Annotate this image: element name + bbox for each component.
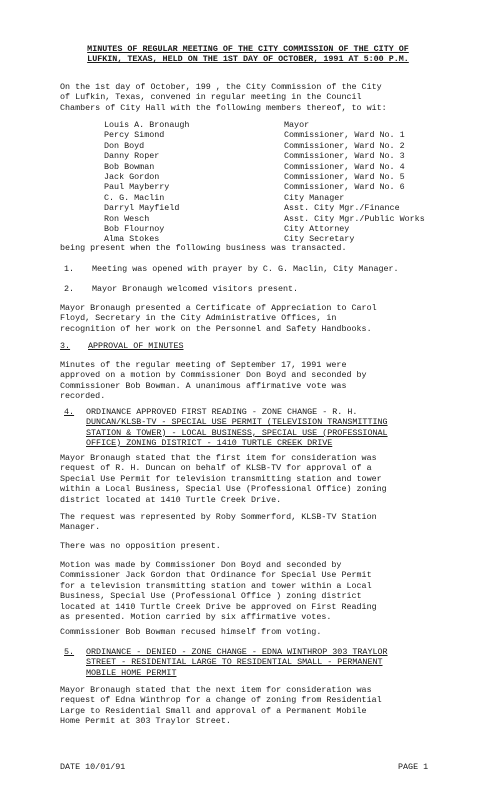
certificate-paragraph: [60, 303, 438, 334]
member-row: [104, 141, 425, 151]
text-line: Large to Residential Small and approval of a Permanent Mobile: [60, 705, 367, 716]
text-line: Home Permit at 303 Traylor Street.: [60, 716, 231, 727]
item-text: Mayor Bronaugh welcomed visitors present.: [92, 284, 299, 294]
member-title: Commissioner, Ward No. 2: [284, 140, 405, 151]
text-line: recorded.: [60, 391, 106, 402]
member-name: Danny Roper: [104, 151, 160, 162]
opposition-line: [60, 541, 438, 551]
member-row: [104, 130, 425, 140]
text-line: On the 1st day of October, 199 , the City Commission of the City: [60, 82, 382, 92]
text-line: Mayor Bronaugh stated that the first item for consideration was: [60, 453, 377, 463]
section-title: [86, 407, 388, 449]
member-row: [104, 120, 425, 130]
text-line: Motion was made by Commissioner Don Boyd and seconded by: [60, 560, 342, 570]
item-text: Meeting was opened with prayer by C. G. Maclin, City Manager.: [92, 264, 399, 274]
motion-paragraph: [60, 560, 438, 622]
text-line: There was no opposition present.: [60, 541, 221, 551]
member-row: [104, 151, 425, 161]
duncan-paragraph: [60, 453, 438, 505]
present-line: [60, 243, 438, 253]
member-name: Percy Simond: [104, 130, 165, 141]
member-name: Bob Bowman: [104, 161, 155, 172]
member-name: Alma Stokes: [104, 234, 160, 245]
text-line: The request was represented by Roby Sommerford, KLSB-TV Station: [60, 512, 377, 522]
item-number: 2.: [64, 284, 75, 294]
member-name: Jack Gordon: [104, 171, 160, 182]
title-line: MOBILE HOME PERMIT: [86, 667, 177, 678]
member-title: Commissioner, Ward No. 3: [284, 151, 405, 162]
section-number: 5.: [64, 647, 75, 657]
text-line: Commissioner Bob Bowman. A unanimous affirmative vote was: [60, 380, 347, 391]
title-line: STREET - RESIDENTIAL LARGE TO RESIDENTIAL SMALL - PERMANENT: [86, 657, 383, 668]
text-line: for a television transmitting station and tower within a Local: [60, 580, 372, 591]
section-title: [86, 647, 388, 678]
member-name: C. G. Maclin: [104, 192, 165, 203]
winthrop-paragraph: [60, 685, 438, 727]
title-line: ORDINANCE - DENIED - ZONE CHANGE - EDNA WINTHROP 303 TRAYLOR: [86, 647, 388, 657]
member-name: Ron Wesch: [104, 213, 150, 224]
text-line: request of R. H. Duncan on behalf of KLSB-TV for approval of a: [60, 463, 372, 474]
member-row: [104, 182, 425, 192]
represented-paragraph: [60, 512, 438, 533]
text-line: Business, Special Use (Professional Office ) zoning district: [60, 591, 362, 602]
member-row: [104, 162, 425, 172]
text-line: Floyd, Secretary in the City Administrative Offices, in: [60, 313, 337, 324]
member-row: [104, 224, 425, 234]
member-title: Commissioner, Ward No. 6: [284, 182, 405, 193]
text-line: Manager.: [60, 522, 101, 533]
member-row: [104, 203, 425, 213]
section-number: 4.: [64, 407, 75, 417]
member-name: Darryl Mayfield: [104, 203, 180, 214]
member-title: Asst. City Mgr./Public Works: [284, 213, 425, 224]
section-3-heading: [60, 341, 184, 351]
title-line: ORDINANCE APPROVED FIRST READING - ZONE CHANGE - R. H.: [86, 407, 358, 417]
footer-date: DATE 10/01/91: [60, 762, 126, 772]
text-line: Minutes of the regular meeting of September 17, 1991 were: [60, 360, 347, 370]
member-name: Don Boyd: [104, 140, 145, 151]
text-line: Special Use Permit for television transmitting station and tower: [60, 473, 382, 484]
document-title: [62, 44, 434, 65]
member-title: Commissioner, Ward No. 1: [284, 130, 405, 141]
title-line: DUNCAN/KLSB-TV - SPECIAL USE PERMIT (TELEVISION TRANSMITTING: [86, 417, 388, 428]
title-line: LUFKIN, TEXAS, HELD ON THE 1ST DAY OF OCTOBER, 1991 AT 5:00 P.M.: [87, 54, 409, 65]
member-title: Commissioner, Ward No. 4: [284, 161, 405, 172]
text-line: being present when the following business was transacted.: [60, 243, 347, 253]
text-line: Commissioner Jack Gordon that Ordinance for Special Use Permit: [60, 570, 372, 581]
approval-paragraph: [60, 360, 438, 402]
member-title: City Manager: [284, 192, 345, 203]
text-line: district located at 1410 Turtle Creek Drive.: [60, 494, 282, 505]
member-name: Bob Flournoy: [104, 223, 165, 234]
members-list: [104, 120, 425, 245]
member-title: City Attorney: [284, 223, 350, 234]
intro-paragraph: [60, 82, 438, 113]
text-line: Mayor Bronaugh stated that the next item for consideration was: [60, 685, 372, 695]
text-line: Chambers of City Hall with the following members thereof, to wit:: [60, 102, 387, 113]
text-line: Commissioner Bob Bowman recused himself from voting.: [60, 627, 322, 637]
recused-line: [60, 627, 438, 637]
member-row: [104, 193, 425, 203]
member-row: [104, 172, 425, 182]
text-line: recognition of her work on the Personnel and Safety Handbooks.: [60, 323, 372, 334]
member-title: Asst. City Mgr./Finance: [284, 203, 400, 214]
section-number: 3.: [60, 341, 71, 351]
member-row: [104, 214, 425, 224]
member-title: Mayor: [284, 120, 310, 130]
member-title: Commissioner, Ward No. 5: [284, 171, 405, 182]
item-number: 1.: [64, 264, 75, 274]
member-title: City Secretary: [284, 234, 355, 245]
footer-page-number: PAGE 1: [398, 762, 429, 772]
section-title: APPROVAL OF MINUTES: [88, 341, 184, 351]
member-name: Louis A. Bronaugh: [104, 120, 190, 130]
text-line: approved on a motion by Commissioner Don Boyd and seconded by: [60, 370, 367, 381]
text-line: request of Edna Winthrop for a change of zoning from Residential: [60, 695, 382, 706]
member-name: Paul Mayberry: [104, 182, 170, 193]
text-line: located at 1410 Turtle Creek Drive be approved on First Reading: [60, 601, 377, 612]
text-line: of Lufkin, Texas, convened in regular meeting in the Council: [60, 92, 362, 103]
title-line: STATION & TOWER) - LOCAL BUSINESS, SPECIAL USE (PROFESSIONAL: [86, 427, 388, 438]
text-line: Mayor Bronaugh presented a Certificate of Appreciation to Carol: [60, 303, 377, 313]
title-line: MINUTES OF REGULAR MEETING OF THE CITY COMMISSION OF THE CITY OF: [87, 44, 409, 54]
text-line: as presented. Motion carried by six affirmative votes.: [60, 612, 332, 623]
text-line: within a Local Business, Special Use (Professional Office) zoning: [60, 484, 387, 495]
title-line: OFFICE) ZONING DISTRICT - 1410 TURTLE CREEK DRIVE: [86, 438, 333, 449]
